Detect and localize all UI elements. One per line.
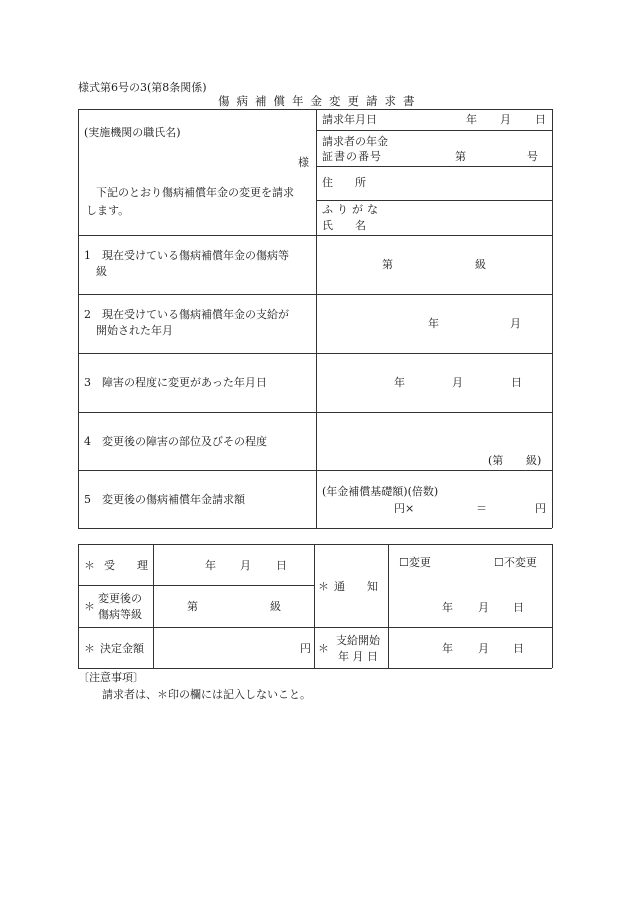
checkbox-changed: ☐変更 [399, 556, 431, 569]
item-5-label: 5 変更後の傷病補償年金請求額 [84, 493, 245, 506]
notice-year: 年 [442, 601, 453, 614]
agency-name-label: (実施機関の職氏名) [84, 126, 181, 139]
item-2-label-line2: 開始された年月 [96, 324, 173, 337]
request-date-month: 月 [500, 113, 511, 126]
item-1-kyu: 級 [475, 258, 486, 271]
grade-after-dai: 第 [187, 600, 198, 613]
receipt-year: 年 [205, 559, 216, 572]
item-5-yen-times: 円× [394, 502, 415, 515]
star-receipt: ＊ [84, 559, 95, 572]
payment-start-month: 月 [478, 642, 489, 655]
item-4-grade-close: 級) [526, 454, 542, 467]
request-date-day: 日 [535, 113, 546, 126]
payment-start-label-2: 年 月 日 [338, 650, 378, 663]
item-4-label: 4 変更後の障害の部位及びその程度 [84, 435, 267, 448]
item-5-yen: 円 [535, 502, 546, 515]
notice-label: 通 知 [334, 580, 378, 593]
item-3-label-text: 3 障害の程度に変更があった年月日 [84, 376, 267, 389]
grade-after-label-1: 変更後の [98, 592, 142, 605]
checkbox-unchanged: ☐不変更 [494, 556, 537, 569]
receipt-month: 月 [240, 559, 251, 572]
item-2-label-line1: 2 現在受けている傷病補償年金の支給が [84, 308, 289, 321]
star-start: ＊ [318, 642, 329, 655]
payment-start-year: 年 [442, 642, 453, 655]
address-label: 住 所 [322, 176, 366, 189]
cert-number-label-1: 請求者の年金 [322, 135, 388, 148]
form-title: 傷病補償年金変更請求書 [218, 94, 422, 108]
form-number: 様式第6号の3(第8条関係) [78, 81, 207, 94]
item-1-dai: 第 [382, 258, 393, 271]
furigana-label: ふりがな [322, 203, 382, 216]
item-3-label [84, 377, 308, 388]
star-notice: ＊ [318, 580, 329, 593]
notice-month: 月 [478, 601, 489, 614]
item-5-equals: ＝ [476, 502, 487, 515]
cert-number-label-2: 証書の番号 [322, 150, 382, 163]
grade-after-label-2: 傷病等級 [98, 608, 142, 621]
item-5-formula-header: (年金補償基礎額)(倍数) [322, 485, 439, 498]
notes-line-1: 請求者は、＊印の欄には記入しないこと。 [102, 688, 311, 701]
star-amount: ＊ [84, 642, 95, 655]
item-2-month: 月 [510, 317, 521, 330]
request-date-year: 年 [466, 113, 477, 126]
receipt-label: 受 理 [104, 559, 148, 572]
item-2-year: 年 [428, 317, 439, 330]
item-3-month: 月 [452, 376, 463, 389]
receipt-day: 日 [276, 559, 287, 572]
item-3-year: 年 [394, 376, 405, 389]
cert-number-dai: 第 [455, 150, 466, 163]
item-4-grade-open: (第 [488, 454, 504, 467]
decided-amount-label: 決定金額 [100, 642, 144, 655]
request-statement-line1: 下記のとおり傷病補償年金の変更を請求 [96, 186, 294, 199]
notice-day: 日 [513, 601, 524, 614]
item-3-day: 日 [511, 376, 522, 389]
item-1-label-line2: 級 [96, 265, 107, 278]
request-statement-line2: します。 [86, 204, 130, 217]
star-grade: ＊ [84, 600, 95, 613]
cert-number-gou: 号 [527, 150, 538, 163]
payment-start-label-1: 支給開始 [336, 634, 380, 647]
decided-amount-yen: 円 [300, 642, 311, 655]
item-1-label-line1: 1 現在受けている傷病補償年金の傷病等 [84, 249, 289, 262]
payment-start-day: 日 [513, 642, 524, 655]
notes-heading: 〔注意事項〕 [78, 671, 144, 684]
grade-after-kyu: 級 [270, 600, 281, 613]
name-label: 氏 名 [322, 219, 366, 232]
request-date-label: 請求年月日 [322, 113, 377, 126]
honorific-sama: 様 [298, 156, 309, 169]
